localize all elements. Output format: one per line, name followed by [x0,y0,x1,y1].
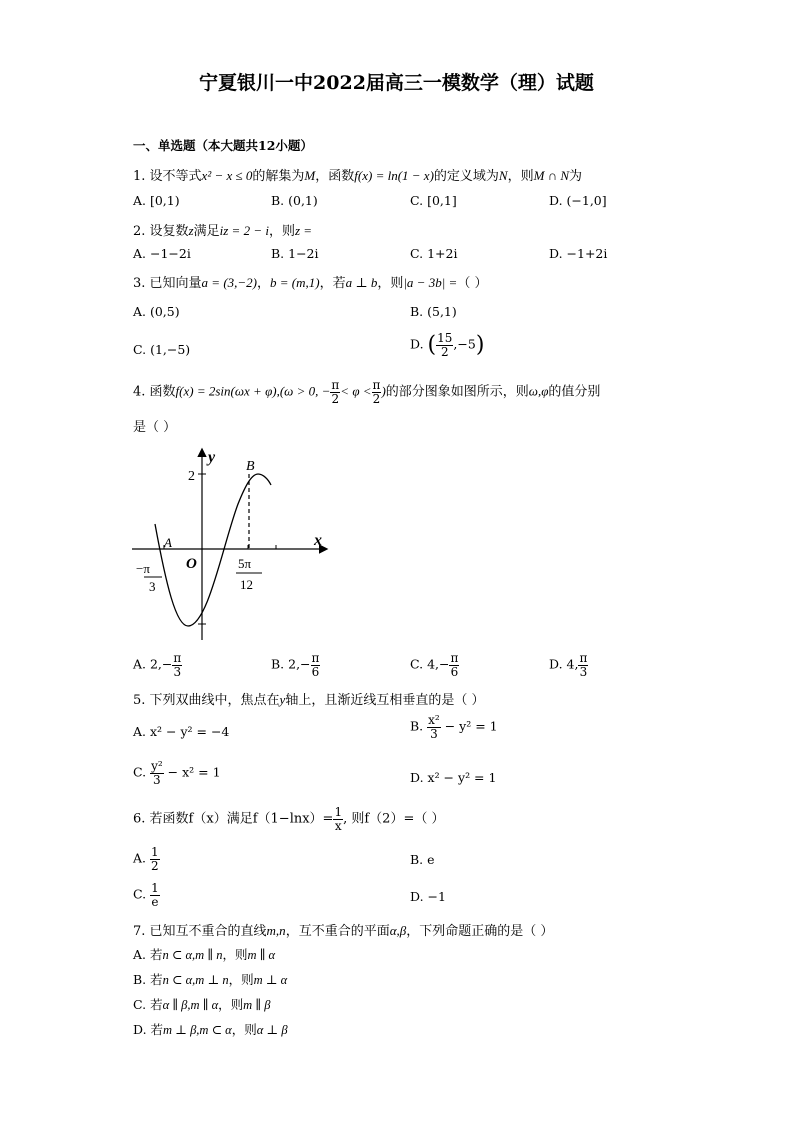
question-4-stem-line2: 是（ ） [133,420,177,435]
q4-option-d: D. 4, $\frac{\pi}{3}$ [549,651,588,679]
question-7-stem: 7. 已知互不重合的直线m,n，互不重合的平面α,β，下列命题正确的是（ ） [133,923,554,939]
page-title: 宁夏银川一中2022届高三一模数学（理）试题 [199,72,594,94]
q5-option-d: D. x² − y² = 1 [410,770,497,785]
section-heading: 一、单选题（本大题共12小题） [133,138,313,153]
q4-option-b: B. 2,− $\frac{\pi}{6}$ [271,651,320,679]
q6-option-b: B. e [410,852,435,867]
question-3-stem: 3. 已知向量a = (3,−2)，b = (m,1)，若a ⊥ b，则|a − 3b| =（ ） [133,275,488,291]
q7-option-a: A. 若n ⊂ α,m ∥ n，则m ∥ α [133,947,276,962]
q2-option-d: D. −1+2i [549,246,608,261]
q3-option-c: C. (1,−5) [133,342,191,357]
q2-option-b: B. 1−2i [271,246,319,261]
q6-option-c: C. $\frac{1}{e}$ [133,881,159,909]
q3-option-d: D. ( $\frac{15}{2}$ ,−5) [410,331,485,359]
y-axis-label: y [208,449,216,466]
q7-option-c: C. 若α ∥ β,m ∥ α，则m ∥ β [133,997,271,1012]
neg-pi-numerator: −π [136,561,150,576]
five-pi-denominator: 12 [240,577,253,592]
question-1-stem: 1. 设不等式x² − x ≤ 0的解集为M，函数f(x) = ln(1 − x)的定义域为N，则M ∩ N为 [133,168,583,184]
q2-option-c: C. 1+2i [410,246,458,261]
question-4-stem: 4. 函数f(x) = 2sin(ωx + φ),(ω > 0, − $\frac{\pi}{2}$ < φ < $\frac{\pi}{2}$ )的部分图象如图所示，则ω,φ的值分别 [133,378,601,406]
q3-option-b: B. (5,1) [410,304,457,319]
q7-option-b: B. 若n ⊂ α,m ⊥ n，则m ⊥ α [133,972,288,987]
sine-curve [155,474,271,626]
q5-option-a: A. x² − y² = −4 [133,724,230,739]
q6-option-d: D. −1 [410,889,446,904]
neg-pi-denominator: 3 [149,579,156,594]
point-b-label: B [246,459,255,474]
y-value-2-label: 2 [188,469,195,484]
x-axis-label: x [314,532,322,549]
q5-option-b: B. $\frac{\text{x²}}{3}$ − y² = 1 [410,713,498,741]
q5-option-c: C. $\frac{\text{y²}}{3}$ − x² = 1 [133,759,221,787]
q1-option-c: C. [0,1] [410,193,457,208]
sine-graph [128,444,338,644]
q1-option-b: B. (0,1) [271,193,318,208]
q4-option-c: C. 4,− $\frac{\pi}{6}$ [410,651,459,679]
question-6-stem: 6. 若函数f（x）满足f（1−lnx）= $\frac{1}{x}$ , 则f（2）=（ ） [133,805,445,833]
origin-label: O [186,556,197,572]
q7-option-d: D. 若m ⊥ β,m ⊂ α，则α ⊥ β [133,1022,288,1037]
q1-option-a: A. [0,1) [133,193,180,208]
q4-option-a: A. 2,− $\frac{\pi}{3}$ [133,651,182,679]
question-2-stem: 2. 设复数z满足iz = 2 − i，则z = [133,223,313,239]
q3-option-a: A. (0,5) [133,304,180,319]
question-5-stem: 5. 下列双曲线中，焦点在y轴上，且渐近线互相垂直的是（ ） [133,692,485,708]
five-pi-numerator: 5π [238,556,252,571]
q2-option-a: A. −1−2i [133,246,191,261]
q1-option-d: D. (−1,0] [549,193,607,208]
q6-option-a: A. $\frac{1}{2}$ [133,845,159,873]
point-a-label: A [164,535,172,550]
